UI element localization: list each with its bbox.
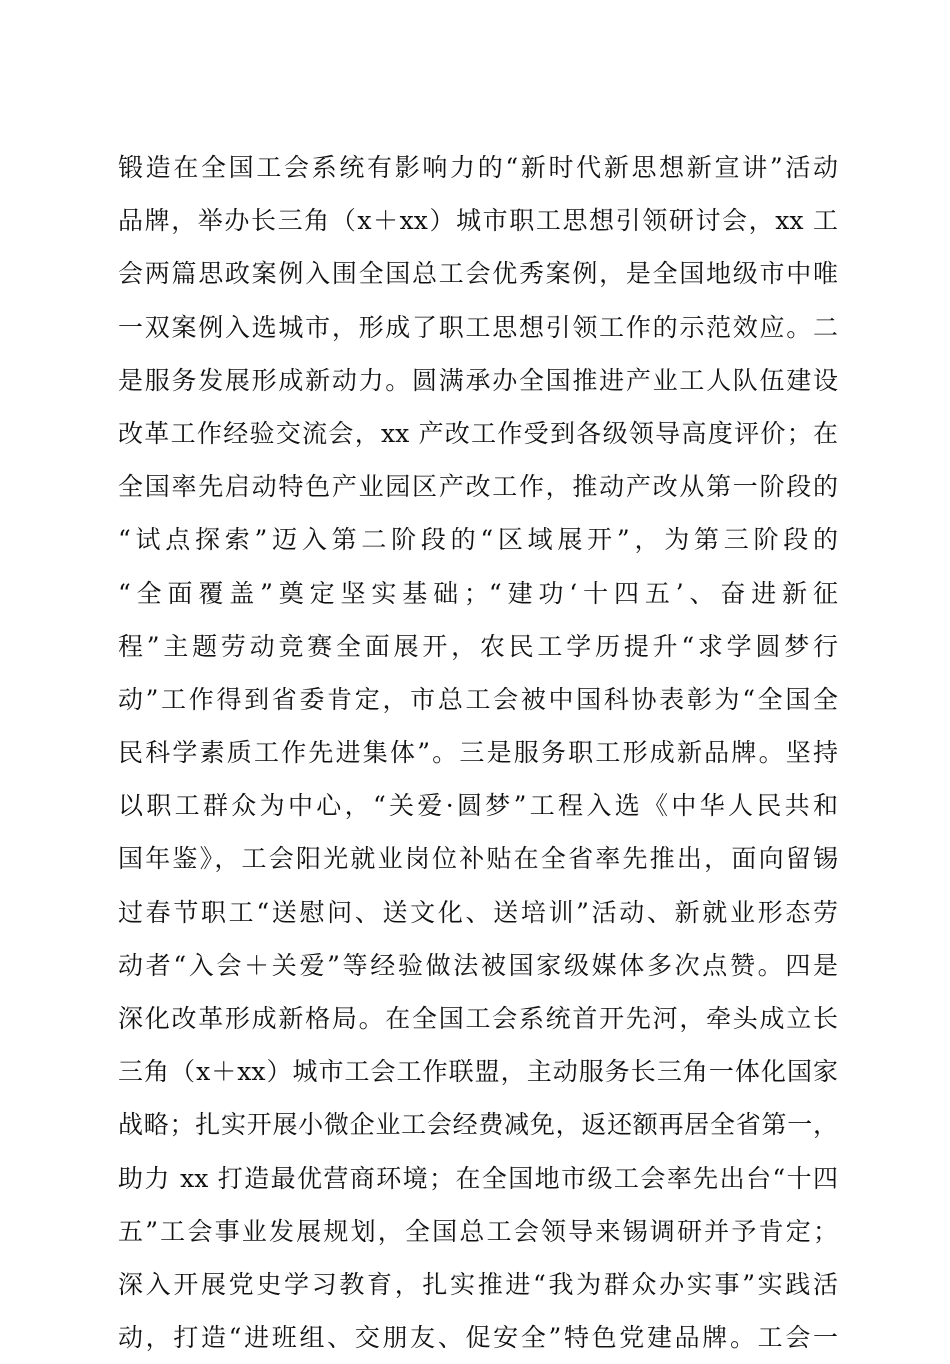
text-line: 以职工群众为中心，“关爱·圆梦”工程入选《中华人民共和: [118, 791, 838, 821]
text-line: 改革工作经验交流会，xx 产改工作受到各级领导高度评价；在: [118, 418, 838, 448]
text-line: 全国率先启动特色产业园区产改工作，推动产改从第一阶段的: [118, 472, 838, 502]
text-line: 一双案例入选城市，形成了职工思想引领工作的示范效应。二: [118, 312, 838, 342]
text-line: 是服务发展形成新动力。圆满承办全国推进产业工人队伍建设: [118, 365, 838, 395]
text-line: 过春节职工“送慰问、送文化、送培训”活动、新就业形态劳: [118, 897, 838, 927]
text-line: “试点探索”迈入第二阶段的“区域展开”，为第三阶段的: [118, 525, 838, 555]
text-line: 品牌，举办长三角（x＋xx）城市职工思想引领研讨会，xx 工: [118, 206, 838, 236]
text-line: 战略；扎实开展小微企业工会经费减免，返还额再居全省第一，: [118, 1110, 838, 1140]
text-line: 深化改革形成新格局。在全国工会系统首开先河，牵头成立长: [118, 1004, 838, 1033]
text-line: 三角（x＋xx）城市工会工作联盟，主动服务长三角一体化国家: [118, 1057, 838, 1087]
body-paragraph: [118, 141, 838, 1364]
text-line: 程”主题劳动竞赛全面展开，农民工学历提升“求学圆梦行: [118, 631, 838, 661]
text-line: 锻造在全国工会系统有影响力的“新时代新思想新宣讲”活动: [118, 153, 838, 182]
text-line: 动者“入会＋关爱”等经验做法被国家级媒体多次点赞。四是: [118, 950, 838, 980]
text-line: 国年鉴》，工会阳光就业岗位补贴在全省率先推出，面向留锡: [118, 844, 838, 874]
text-line: 民科学素质工作先进集体”。三是服务职工形成新品牌。坚持: [118, 738, 838, 768]
text-line: 五”工会事业发展规划，全国总工会领导来锡调研并予肯定；: [118, 1216, 838, 1246]
text-line: 助力 xx 打造最优营商环境；在全国地市级工会率先出台“十四: [118, 1163, 838, 1193]
text-line: 会两篇思政案例入围全国总工会优秀案例，是全国地级市中唯: [118, 259, 838, 289]
text-line: “全面覆盖”奠定坚实基础；“建功‘十四五’、奋进新征: [118, 578, 838, 608]
text-line: 动，打造“进班组、交朋友、促安全”特色党建品牌。工会一: [118, 1323, 838, 1353]
text-line: 深入开展党史学习教育，扎实推进“我为群众办实事”实践活: [118, 1269, 838, 1299]
text-line: 动”工作得到省委肯定，市总工会被中国科协表彰为“全国全: [118, 684, 838, 714]
